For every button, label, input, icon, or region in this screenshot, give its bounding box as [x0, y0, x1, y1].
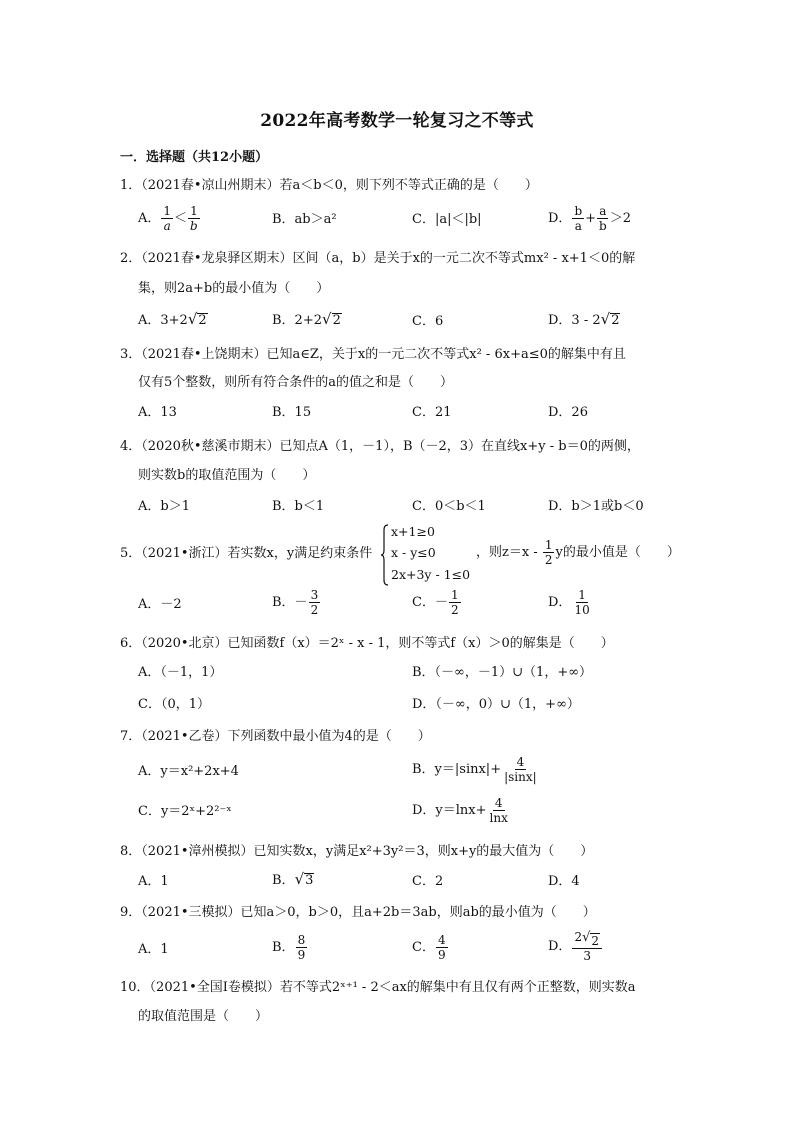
sqrt-sign: √ 2	[582, 930, 600, 948]
question-7-option-d[interactable]	[412, 796, 511, 825]
numerator: a	[599, 204, 607, 218]
option-text: D．3 - 2	[548, 313, 601, 328]
numerator: b	[574, 204, 583, 218]
fraction	[502, 755, 539, 784]
question-4-stem: 4．（2020秋•慈溪市期末）已知点A（1，－1），B（－2，3）在直线x+y - b＝0的两侧，	[120, 439, 640, 454]
question-7-option-c[interactable]: C．y＝2ˣ+2²⁻ˣ	[138, 804, 232, 819]
question-3-stem: 3．（2021春•上饶期末）已知a∈Z，关于x的一元二次不等式x² - 6x+a≤0的解集中有且	[120, 347, 626, 362]
question-6-option-b[interactable]: B．（－∞，－1）∪（1，+∞）	[412, 665, 593, 680]
denominator: 2	[310, 603, 319, 617]
question-9-option-b[interactable]	[272, 933, 308, 962]
objective-prefix: ，则z＝x -	[476, 545, 542, 560]
numerator: 1	[450, 588, 459, 602]
question-1-stem: 1．（2021春•凉山州期末）若a＜b＜0，则下列不等式正确的是（ ）	[120, 178, 538, 193]
fraction	[309, 588, 321, 617]
question-10-stem: 10．（2021•全国Ⅰ卷模拟）若不等式2ˣ⁺¹ - 2＜ax的解集中有且仅有两个正整数，则实数a	[120, 980, 636, 995]
denominator: 2	[450, 603, 459, 617]
plus-sign: +	[585, 211, 597, 226]
question-8-option-b[interactable]	[272, 871, 314, 890]
radicand: 3	[305, 873, 314, 888]
fraction	[161, 204, 173, 233]
left-brace-icon	[381, 524, 389, 586]
numerator: 4	[494, 796, 503, 810]
denominator: a	[574, 219, 582, 233]
option-text: B．2+2	[272, 313, 322, 328]
question-3-stem-continued: 仅有5个整数，则所有符合条件的a的值之和是（ ）	[138, 375, 454, 390]
sqrt-sign: √ 3	[294, 870, 314, 888]
option-text: C．－	[412, 595, 448, 610]
section-heading: 一．选择题（共12小题）	[120, 150, 269, 165]
question-2-stem: 2．（2021春•龙泉驿区期末）区间（a，b）是关于x的一元二次不等式mx² - x+1＜0的解	[120, 251, 636, 266]
numerator: 4	[437, 933, 446, 947]
question-4-option-c[interactable]: C．0＜b＜1	[412, 499, 486, 514]
question-2-option-c[interactable]: C．6	[412, 314, 444, 329]
option-text: B．	[272, 873, 295, 888]
fraction	[296, 933, 308, 962]
question-4-option-a[interactable]: A．b＞1	[138, 499, 190, 514]
sqrt-sign: √ 2	[600, 310, 620, 328]
option-text: A．3+2	[138, 313, 188, 328]
question-7-option-b[interactable]	[412, 755, 540, 784]
option-text: C．	[412, 940, 435, 955]
numerator: 3	[310, 588, 319, 602]
numerator: 1	[578, 588, 586, 602]
question-5-option-d[interactable]	[548, 588, 593, 617]
question-1-option-d[interactable]	[548, 204, 631, 233]
sqrt-sign: √ 2	[322, 310, 341, 328]
denominator: 9	[437, 948, 446, 962]
question-8-option-d[interactable]: D．4	[548, 874, 580, 889]
question-9-option-d[interactable]	[548, 930, 603, 963]
question-8-option-c[interactable]: C．2	[412, 874, 444, 889]
fraction	[188, 204, 200, 233]
fraction	[449, 588, 461, 617]
radicand: 2	[611, 313, 620, 328]
fraction	[488, 796, 510, 825]
question-1-option-a[interactable]	[138, 204, 201, 233]
numerator: 1	[544, 538, 553, 552]
relation: ＜	[174, 211, 188, 226]
option-text: D．y＝lnx+	[412, 803, 487, 818]
option-label: A．	[138, 211, 161, 226]
question-5-option-b[interactable]	[272, 588, 321, 617]
question-3-option-d[interactable]: D．26	[548, 405, 588, 420]
numerator: 8	[297, 933, 306, 947]
fraction	[543, 538, 555, 567]
option-label: D．	[548, 211, 572, 226]
denominator: 3	[583, 949, 592, 963]
fraction	[436, 933, 448, 962]
denominator: lnx	[489, 811, 508, 825]
question-6-option-c[interactable]: C．（0，1）	[138, 697, 210, 712]
page-title: 2022年高考数学一轮复习之不等式	[260, 111, 534, 131]
question-8-stem: 8．（2021•漳州模拟）已知实数x，y满足x²+3y²＝3，则x+y的最大值为（ ）	[120, 844, 594, 859]
question-9-option-c[interactable]	[412, 933, 449, 962]
denominator: 2	[544, 553, 553, 567]
denominator: 10	[574, 603, 590, 617]
question-5-stem: 5．（2021•浙江）若实数x，y满足约束条件	[120, 546, 373, 561]
question-6-stem: 6．（2020•北京）已知函数f（x）＝2ˣ - x - 1，则不等式f（x）＞0的解集是（ ）	[120, 636, 614, 651]
question-2-option-b[interactable]	[272, 311, 342, 330]
question-6-option-a[interactable]: A．（－1，1）	[138, 665, 223, 680]
question-1-option-c[interactable]: C．|a|＜|b|	[412, 212, 482, 227]
question-2-option-d[interactable]	[548, 311, 620, 330]
numerator: 4	[516, 755, 525, 769]
question-2-stem-continued: 集，则2a+b的最小值为（ ）	[138, 281, 330, 296]
question-5-option-c[interactable]	[412, 588, 462, 617]
question-7-option-a[interactable]: A．y＝x²+2x+4	[138, 764, 239, 779]
sqrt-sign: √ 2	[187, 310, 207, 328]
question-3-option-c[interactable]: C．21	[412, 405, 452, 420]
fraction	[572, 930, 602, 963]
constraint-2: x - y≤0	[391, 545, 436, 560]
question-3-option-b[interactable]: B．15	[272, 405, 312, 420]
question-9-stem: 9．（2021•三模拟）已知a＞0，b＞0，且a+2b＝3ab，则ab的最小值为（ ）	[120, 905, 596, 920]
relation: ＞2	[609, 211, 631, 226]
question-2-option-a[interactable]	[138, 311, 208, 330]
question-7-stem: 7．（2021•乙卷）下列函数中最小值为4的是（ ）	[120, 729, 431, 744]
coefficient: 2	[574, 930, 583, 944]
option-text: B．	[272, 940, 295, 955]
question-4-option-b[interactable]: B．b＜1	[272, 499, 325, 514]
fraction	[597, 204, 609, 233]
numerator: 1	[163, 204, 172, 218]
denominator: a	[163, 219, 171, 233]
question-8-option-a[interactable]: A．1	[138, 874, 169, 889]
constraint-system	[381, 524, 471, 586]
numerator: 1	[190, 204, 198, 218]
constraint-1: x+1≥0	[391, 524, 435, 539]
question-6-option-d[interactable]: D．（－∞，0）∪（1，+∞）	[412, 697, 580, 712]
option-text: B．y＝|sinx|+	[412, 762, 502, 777]
radicand: 2	[591, 934, 600, 948]
question-5-stem-objective	[476, 538, 680, 567]
denominator: 9	[297, 948, 306, 962]
denominator: b	[190, 219, 198, 233]
option-text: D．	[548, 595, 572, 610]
fraction	[572, 204, 584, 233]
radicand: 2	[198, 313, 207, 328]
question-5-option-a[interactable]: A．－2	[138, 597, 182, 612]
option-text: B．－	[272, 595, 308, 610]
question-10-stem-continued: 的取值范围是（ ）	[138, 1009, 269, 1024]
denominator: |sinx|	[504, 770, 537, 784]
question-4-stem-continued: 则实数b的取值范围为（ ）	[138, 468, 316, 483]
constraint-3: 2x+3y - 1≤0	[391, 567, 471, 582]
denominator: b	[599, 219, 607, 233]
radicand: 2	[332, 313, 341, 328]
option-text: D．	[548, 939, 572, 954]
numerator	[572, 930, 602, 949]
question-1-option-b[interactable]: B．ab＞a²	[272, 212, 337, 227]
objective-suffix: y的最小值是（ ）	[555, 545, 680, 560]
fraction	[572, 588, 591, 617]
question-3-option-a[interactable]: A．13	[138, 405, 177, 420]
question-9-option-a[interactable]: A．1	[138, 942, 169, 957]
question-4-option-d[interactable]: D．b＞1或b＜0	[548, 499, 644, 514]
